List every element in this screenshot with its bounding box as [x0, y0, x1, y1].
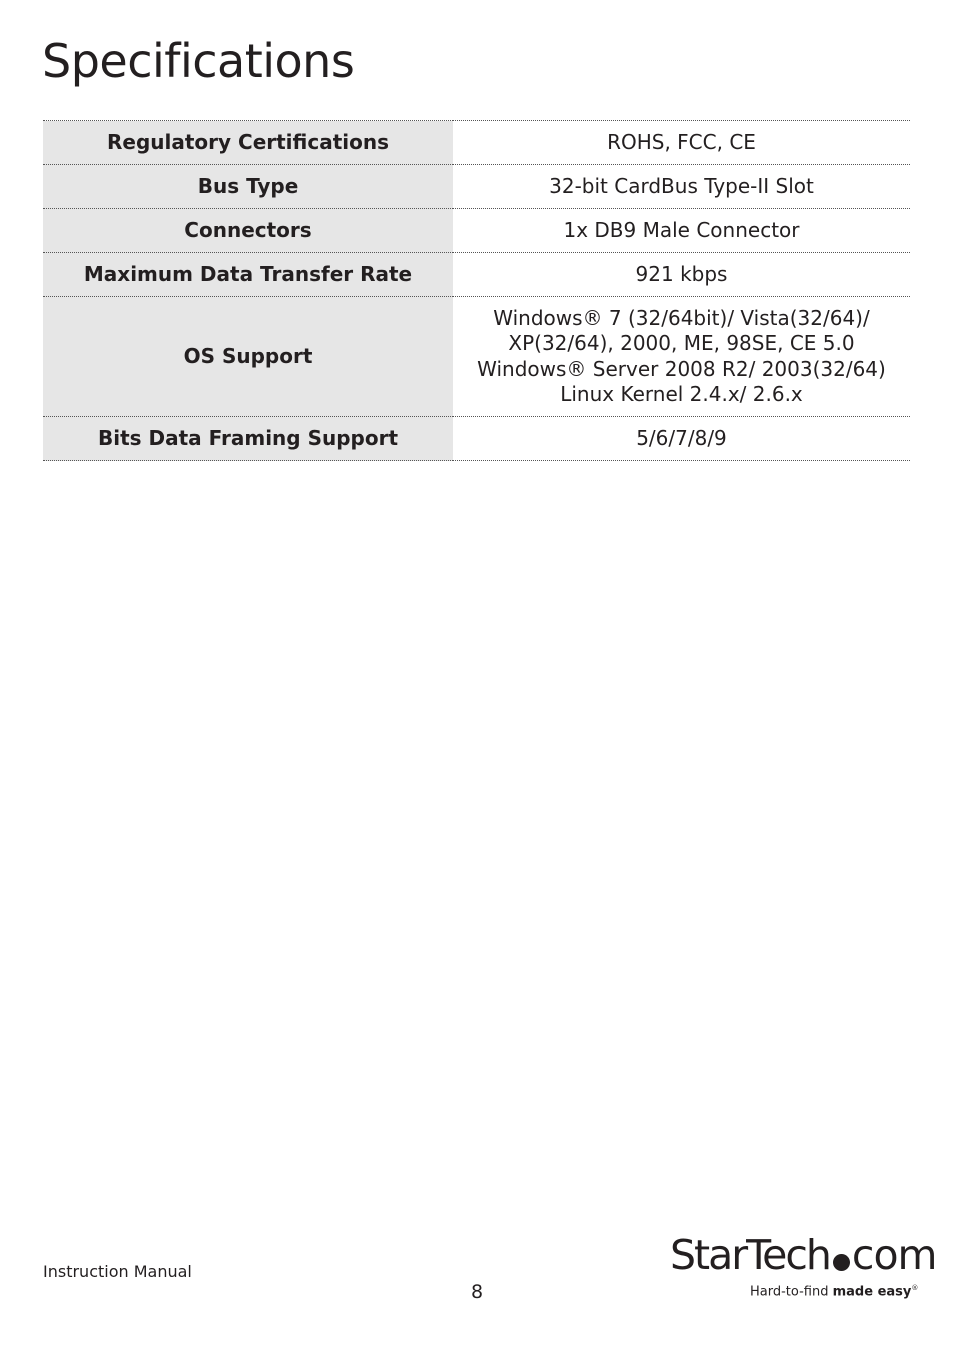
spec-row-bus-type [43, 165, 910, 209]
logo-brand-right: com [851, 1231, 937, 1279]
logo-brand-left: StarTech [670, 1231, 830, 1279]
spec-value-line: 921 kbps [635, 261, 728, 286]
spec-value-line: XP(32/64), 2000, ME, 98SE, CE 5.0 [508, 331, 855, 355]
spec-value [453, 417, 910, 461]
specifications-table [43, 120, 910, 461]
logo-wordmark [670, 1232, 937, 1278]
spec-row-data-framing [43, 417, 910, 461]
logo-tagline-regular: Hard-to-find [750, 1284, 829, 1300]
spec-value-line: Windows® 7 (32/64bit)/ Vista(32/64)/ [493, 305, 870, 330]
spec-label: Bus Type [43, 165, 453, 209]
spec-value-line: 1x DB9 Male Connector [563, 217, 800, 242]
spec-row-os-support [43, 297, 910, 417]
spec-value-line: 32-bit CardBus Type-II Slot [549, 173, 814, 198]
spec-value [453, 209, 910, 253]
footer-manual-label: Instruction Manual [43, 1262, 192, 1281]
logo-registered-mark: ® [911, 1284, 919, 1292]
spec-label: Maximum Data Transfer Rate [43, 253, 453, 297]
spec-value [453, 297, 910, 417]
spec-label: Regulatory Certifications [43, 121, 453, 165]
spec-label: Bits Data Framing Support [43, 417, 453, 461]
spec-value [453, 121, 910, 165]
logo-dot-icon [833, 1254, 850, 1271]
spec-value-line: Windows® Server 2008 R2/ 2003(32/64) [477, 356, 886, 381]
spec-row-transfer-rate [43, 253, 910, 297]
spec-value [453, 165, 910, 209]
spec-value-line: Linux Kernel 2.4.x/ 2.6.x [560, 382, 803, 406]
logo-tagline [750, 1284, 918, 1299]
page-title: Specifications [42, 34, 355, 88]
spec-value-line: 5/6/7/8/9 [636, 425, 727, 450]
spec-value [453, 253, 910, 297]
logo-tagline-bold: made easy [832, 1284, 912, 1300]
spec-value-line: ROHS, FCC, CE [607, 129, 756, 154]
spec-row-connectors [43, 209, 910, 253]
page-number: 8 [470, 1281, 484, 1303]
spec-label: Connectors [43, 209, 453, 253]
spec-label: OS Support [43, 297, 453, 417]
startech-logo [670, 1231, 937, 1304]
spec-row-regulatory [43, 121, 910, 165]
